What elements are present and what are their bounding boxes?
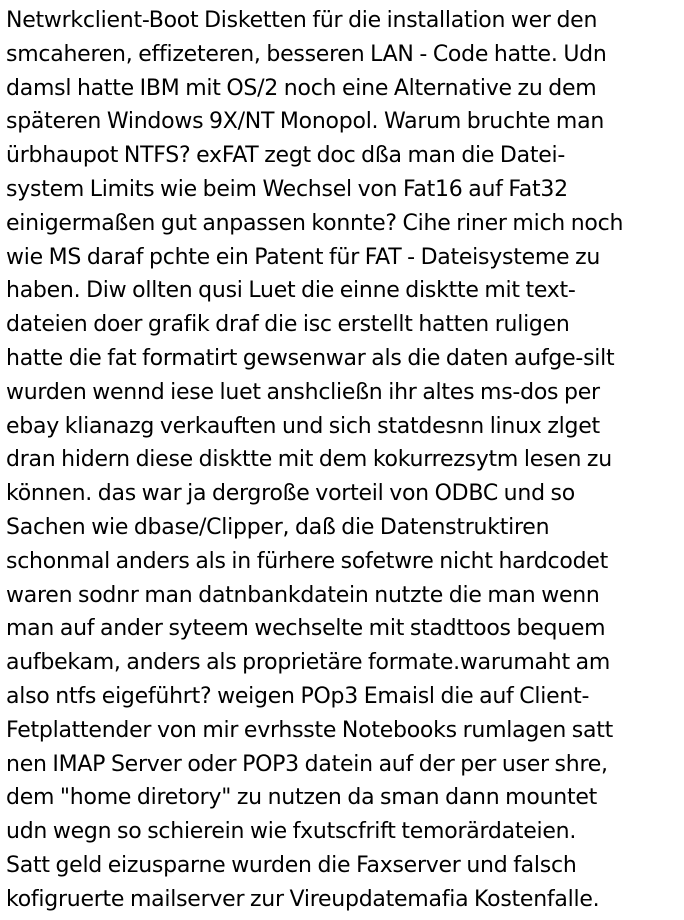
text-line: udn wegn so schierein wie fxutscfrift temorärdateien. (6, 819, 577, 845)
text-line: Netwrkclient-Boot Disketten für die installation wer den (6, 8, 598, 33)
text-line: Fetplattender von mir evrhsste Notebooks rumlagen satt (6, 717, 613, 743)
document-text (6, 4, 682, 917)
text-line: schonmal anders als in fürhere sofetwre nicht hardcodet (6, 548, 608, 574)
text-line: smcaheren, effizeteren, besseren LAN - Code hatte. Udn (6, 41, 607, 67)
text-line: ebay klianazg verkauften und sich statdesnn linux zlget (6, 413, 600, 439)
text-line: also ntfs eigeführt? weigen POp3 Emaisl die auf Client- (6, 683, 590, 709)
text-line: dateien doer grafik draf die isc erstellt hatten ruligen (6, 312, 570, 338)
text-line: dran hidern diese disktte mit dem kokurrezsytm lesen zu (6, 447, 612, 473)
text-line: hatte die fat formatirt gewsenwar als die daten aufge-silt (6, 345, 615, 371)
text-line: Satt geld eizusparne wurden die Faxserver und falsch (6, 852, 577, 878)
text-line: dem "home diretory" zu nutzen da sman dann mountet (6, 785, 597, 811)
text-line: wie MS daraf pchte ein Patent für FAT - Dateisysteme zu (6, 244, 601, 270)
text-line: aufbekam, anders als proprietäre formate.warumaht am (6, 650, 611, 676)
text-line: haben. Diw ollten qusi Luet die einne disktte mit text- (6, 278, 576, 304)
text-line: wurden wennd iese luet anshcließn ihr altes ms-dos per (6, 379, 600, 405)
text-line: nen IMAP Server oder POP3 datein auf der per user shre, (6, 751, 608, 777)
text-line: Sachen wie dbase/Clipper, daß die Datenstruktiren (6, 514, 550, 540)
text-line: späteren Windows 9X/NT Monopol. Warum bruchte man (6, 109, 605, 135)
text-line: waren sodnr man datnbankdatein nutzte die man wenn (6, 582, 600, 608)
text-line: damsl hatte IBM mit OS/2 noch eine Alternative zu dem (6, 75, 597, 101)
text-line: ürbhaupot NTFS? exFAT zegt doc dßa man die Datei- (6, 143, 566, 169)
text-line: kofigruerte mailserver zur Vireupdatemafia Kostenfalle. (6, 886, 600, 912)
text-line: können. das war ja dergroße vorteil von ODBC und so (6, 481, 575, 507)
text-line: einigermaßen gut anpassen konnte? Cihe riner mich noch (6, 210, 624, 236)
text-line: man auf ander syteem wechselte mit stadttoos bequem (6, 616, 606, 642)
text-line: system Limits wie beim Wechsel von Fat16 auf Fat32 (6, 176, 568, 202)
